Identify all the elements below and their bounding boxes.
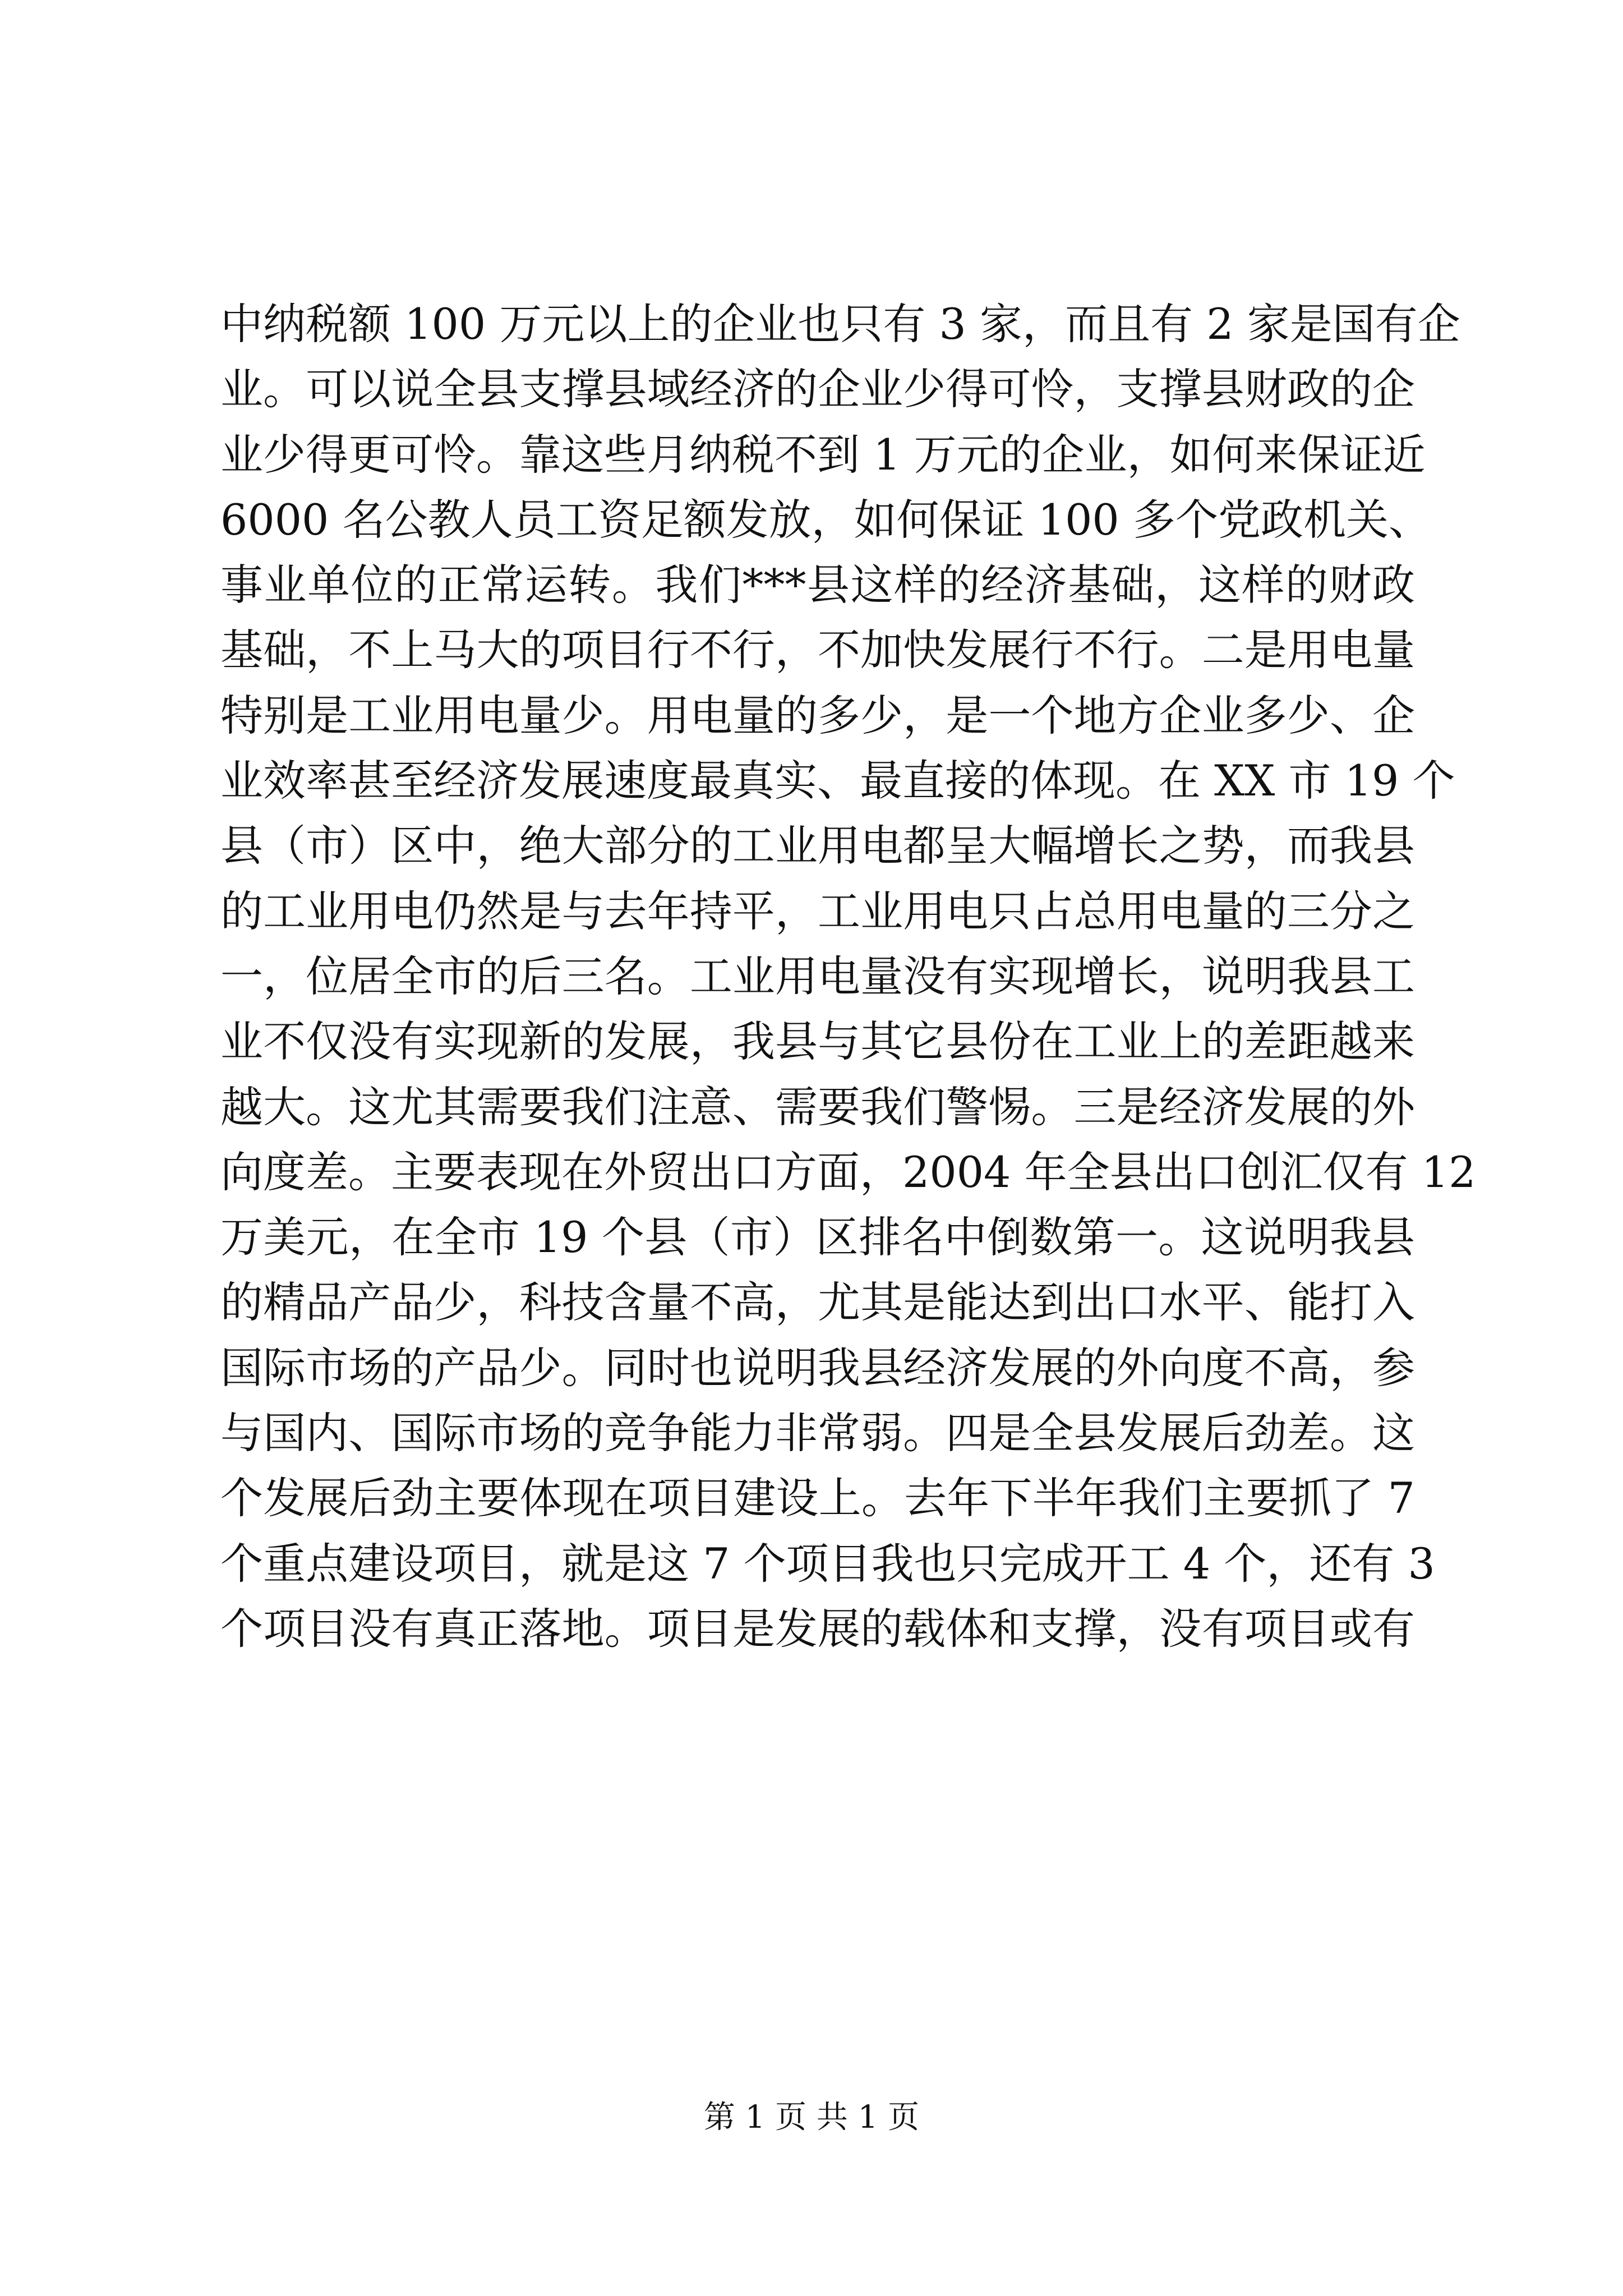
text-line: 越大。这尤其需要我们注意、需要我们警惕。三是经济发展的外 [220,1082,1415,1132]
text-line: 特别是工业用电量少。用电量的多少，是一个地方企业多少、企 [220,690,1415,740]
text-line: 业效率甚至经济发展速度最真实、最直接的体现。在 XX 市 19 个 [220,756,1455,806]
text-line: 的精品产品少，科技含量不高，尤其是能达到出口水平、能打入 [220,1277,1415,1328]
text-line: 的工业用电仍然是与去年持平，工业用电只占总用电量的三分之 [220,886,1415,936]
text-line: 中纳税额 100 万元以上的企业也只有 3 家，而且有 2 家是国有企 [220,299,1460,349]
text-line: 县（市）区中，绝大部分的工业用电都呈大幅增长之势，而我县 [220,821,1415,871]
text-line: 业少得更可怜。靠这些月纳税不到 1 万元的企业，如何来保证近 [220,429,1426,480]
text-line: 个项目没有真正落地。项目是发展的载体和支撑，没有项目或有 [220,1603,1415,1654]
text-line: 一，位居全市的后三名。工业用电量没有实现增长，说明我县工 [220,951,1415,1001]
text-line: 业不仅没有实现新的发展，我县与其它县份在工业上的差距越来 [220,1016,1415,1067]
text-line: 向度差。主要表现在外贸出口方面，2004 年全县出口创汇仅有 12 [220,1147,1476,1197]
text-line: 6000 名公教人员工资足额发放，如何保证 100 多个党政机关、 [220,494,1431,545]
text-line: 基础，不上马大的项目行不行，不加快发展行不行。二是用电量 [220,625,1415,675]
text-line: 事业单位的正常运转。我们***县这样的经济基础，这样的财政 [220,560,1415,610]
page-number-footer: 第 1 页 共 1 页 [703,2099,920,2136]
text-line: 个重点建设项目，就是这 7 个项目我也只完成开工 4 个，还有 3 [220,1538,1435,1589]
text-line: 与国内、国际市场的竞争能力非常弱。四是全县发展后劲差。这 [220,1408,1415,1458]
document-body [220,292,1476,1662]
text-line: 业。可以说全县支撑县域经济的企业少得可怜，支撑县财政的企 [220,364,1415,415]
text-line: 万美元，在全市 19 个县（市）区排名中倒数第一。这说明我县 [220,1212,1415,1263]
text-line: 国际市场的产品少。同时也说明我县经济发展的外向度不高，参 [220,1342,1415,1393]
text-line: 个发展后劲主要体现在项目建设上。去年下半年我们主要抓了 7 [220,1473,1415,1524]
